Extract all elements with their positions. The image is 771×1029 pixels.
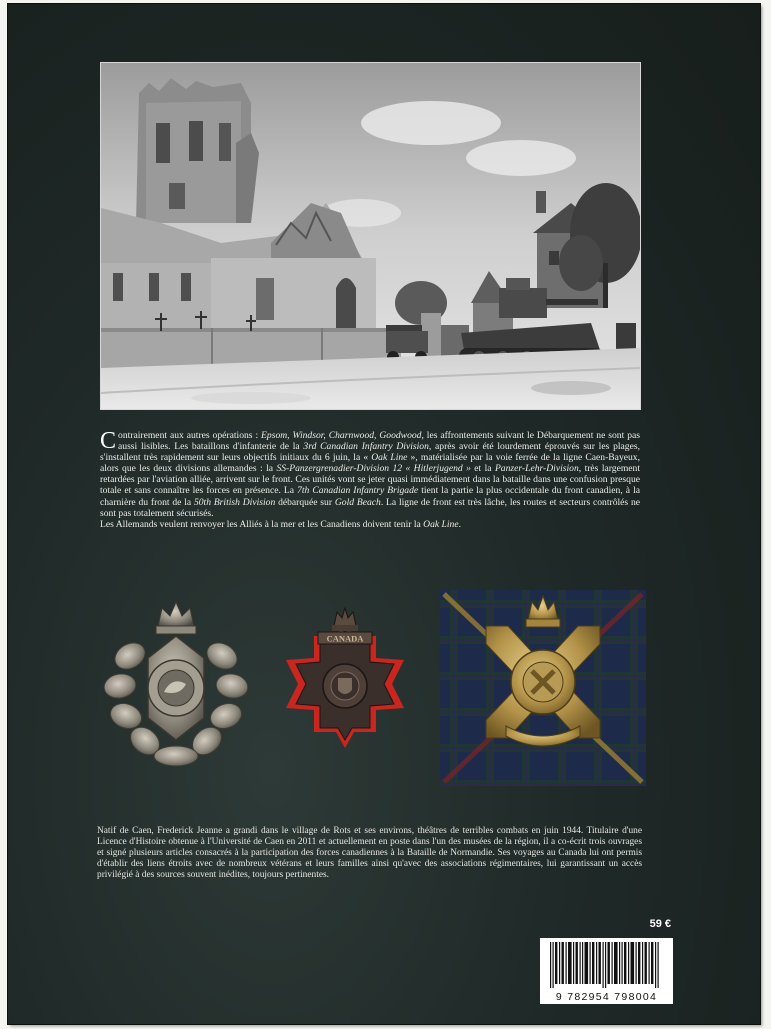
intro-text: ontrairement aux autres opérations : xyxy=(118,430,262,441)
oak-line-term: Oak Line xyxy=(371,452,408,464)
cross-badge-icon xyxy=(280,598,410,760)
ruined-church-photo xyxy=(101,63,640,409)
price-label: 59 € xyxy=(649,918,671,930)
intro-text: », matérialisée par la voie ferrée de la ligne Caen-Bayeux, alors que les deux divisions allemandes : la xyxy=(100,452,640,475)
division-name: 50th British Division xyxy=(193,496,276,508)
isbn-digits: 9 782954 798004 xyxy=(555,991,658,1003)
back-cover xyxy=(8,4,760,1024)
drop-cap: C xyxy=(100,428,117,454)
badge-canada-label: CANADA xyxy=(326,633,364,644)
regimental-badge-canada-cross xyxy=(280,598,410,760)
intro-text: tient la partie la plus occidentale du front canadien, à la charnière du front de la xyxy=(100,485,640,508)
operation-names: Epsom, Windsor, Charnwood, Goodwood xyxy=(261,430,422,441)
intro-text: . La ligne de front est très lâche, les routes et secteurs contrôlés ne sont pas totalement sécurisés. xyxy=(100,496,641,519)
intro-last-line xyxy=(100,519,640,530)
division-name: 3rd Canadian Infantry Division xyxy=(303,441,429,453)
brigade-name: 7th Canadian Infantry Brigade xyxy=(297,485,419,497)
intro-text: Les Allemands veulent renvoyer les Alliés à la mer et les Canadiens doivent tenir la xyxy=(100,518,424,530)
cap-badge-icon xyxy=(100,596,252,771)
regimental-badge-tartan xyxy=(436,586,650,792)
archival-photo xyxy=(100,62,641,410)
intro-paragraph xyxy=(100,430,640,530)
division-name: Panzer-Lehr-Division xyxy=(494,463,579,475)
regimental-badge-wreath xyxy=(100,596,252,771)
intro-text: débarquée sur xyxy=(275,496,335,508)
oak-line-term: Oak Line xyxy=(423,518,459,530)
author-bio: Natif de Caen, Frederick Jeanne a grandi dans le village de Rots et ses environs, théâtres de terribles combats en juin 1944. Titulaire d'une Licence d'Histoire obtenue à l'Université de Caen en 2011 et actuellement en poste dans l'un des musées de la région, il a co-écrit trois ouvrages et signé plusieurs articles consacrés à la participation des forces canadiennes à la Bataille de Normandie. Ses voyages au Canada lui ont permis d'établir des liens étroits avec de nombreux vétérans et leurs familles ainsi qu'avec des associations régimentaires, lui garantissant un accès privilégié à des sources souvent inédites, toujours pertinentes. xyxy=(97,826,642,880)
barcode-bars-icon xyxy=(540,938,673,990)
intro-text: , les affrontements suivant le Débarquement ne sont pas aussi lisibles. Les bataillons d'infanterie de la xyxy=(118,430,640,453)
tartan-badge-icon xyxy=(436,586,650,792)
intro-text: , très largement retardées par l'aviation alliée, arrivent sur le front. Ces unités vont se jeter quasi immédiatement dans la bataille dans une confusion presque totale et sans connaître les forces en présence. La xyxy=(100,463,641,497)
intro-text: , après avoir été lourdement éprouvés sur les plages, s'installent très rapidement sur leurs objectifs initiaux du 6 juin, la « xyxy=(100,441,640,464)
intro-text: et la xyxy=(470,463,495,475)
beach-name: Gold Beach xyxy=(334,496,381,508)
isbn-barcode xyxy=(540,938,673,1004)
intro-text: . xyxy=(458,518,462,530)
division-name: SS-Panzergrenadier-Division 12 « Hitlerjugend » xyxy=(276,463,471,475)
